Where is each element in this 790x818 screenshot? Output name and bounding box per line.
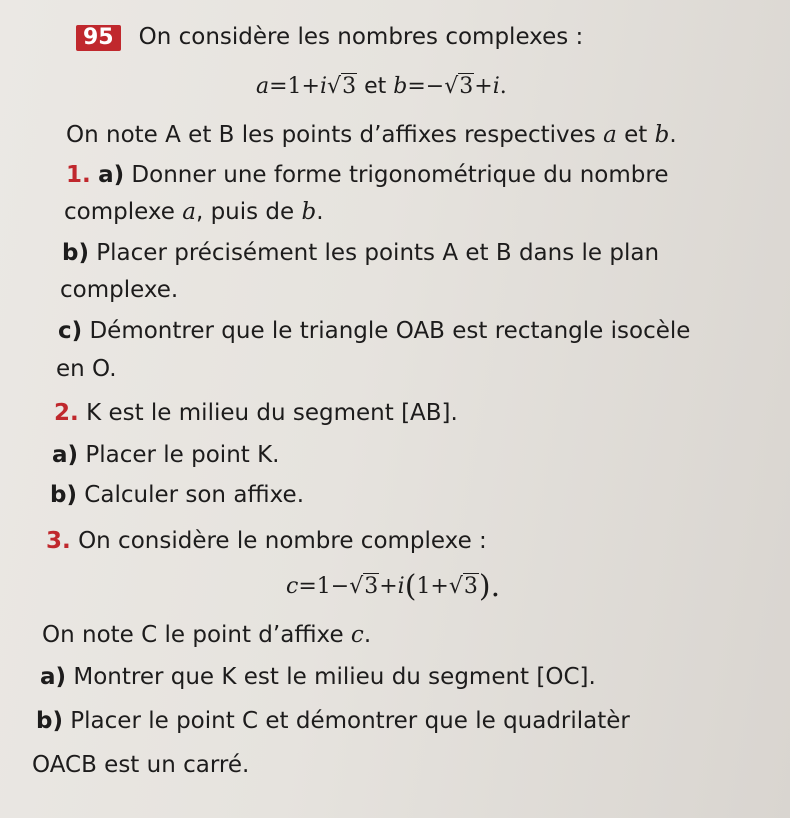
q1-b-line2 — [60, 275, 178, 305]
q3-b-text-2: OACB est un carré. — [32, 752, 250, 778]
note-c-var: c — [350, 622, 364, 648]
var-b: b — [393, 74, 408, 99]
formula-c-one: 1+ — [416, 574, 449, 599]
q3-a-line — [40, 662, 596, 692]
q3-text: On considère le nombre complexe : — [78, 528, 487, 554]
q3-b-line2 — [32, 750, 249, 780]
q1-b-text-2: complexe. — [60, 277, 179, 303]
note-c-text: On note C le point d’affixe — [42, 622, 351, 648]
q1-b-label: b) — [62, 240, 89, 266]
q1-c-text-2: en O. — [56, 356, 117, 382]
sqrt-3-c1: 3 — [364, 574, 379, 599]
formula-b-plus: + — [474, 74, 493, 99]
exercise-number-badge: 95 — [76, 25, 121, 51]
q1-a-line1 — [66, 160, 668, 190]
var-a: a — [256, 74, 270, 99]
q1-a-text-2-mid: , puis de — [195, 199, 302, 225]
imag-unit-c: i — [397, 574, 405, 599]
paren-close: ). — [478, 569, 501, 604]
formula-c-plus: + — [379, 574, 398, 599]
q2-b-label: b) — [50, 482, 77, 508]
intro-text: On considère les nombres complexes : — [138, 24, 584, 50]
q1-c-line2 — [56, 354, 117, 384]
imag-unit-b: i — [492, 74, 500, 99]
q3-b-label: b) — [36, 708, 63, 734]
note-ab-a: a — [603, 122, 617, 148]
exercise-header — [76, 22, 583, 52]
note-a-b — [66, 120, 677, 150]
q3-b-text-1: Placer le point C et démontrer que le quadrilatèr — [70, 708, 630, 734]
q1-a-text-2-b: b — [301, 199, 317, 225]
note-c — [42, 620, 371, 650]
note-ab-pre: On note A et B les points d’affixes respectives — [66, 122, 604, 148]
formula-c: c=1−√3+i(1+√3). — [286, 569, 501, 604]
q3-a-label: a) — [40, 664, 67, 690]
q1-b-text-1: Placer précisément les points A et B dans le plan — [96, 240, 660, 266]
q1-a-text-2-pre: complexe — [64, 199, 183, 225]
note-ab-end: . — [669, 122, 677, 148]
q2-line — [54, 398, 458, 428]
q1-a-text-1: Donner une forme trigonométrique du nombre — [131, 162, 669, 188]
q3-line — [46, 526, 487, 556]
q1-a-text-2-a: a — [182, 199, 196, 225]
sqrt-3-b: 3 — [459, 74, 474, 99]
q1-number: 1. — [66, 162, 91, 188]
q1-b-line1 — [62, 238, 659, 268]
q2-a-label: a) — [52, 442, 79, 468]
q2-a-text: Placer le point K. — [85, 442, 280, 468]
formula-a-b: a=1+i√3 et b=−√3+i. — [256, 74, 507, 99]
sqrt-3-a: 3 — [342, 74, 357, 99]
note-c-end: . — [363, 622, 372, 648]
note-ab-b: b — [654, 122, 670, 148]
formula-conj: et — [364, 74, 387, 99]
sqrt-3-c2: 3 — [463, 574, 478, 599]
q1-c-label: c) — [58, 318, 83, 344]
imag-unit: i — [320, 74, 328, 99]
formula-a-eq: =1+ — [269, 74, 320, 99]
q3-b-line1 — [36, 706, 630, 736]
q2-number: 2. — [54, 400, 79, 426]
paren-open: ( — [404, 569, 417, 604]
q1-a-label: a) — [98, 162, 125, 188]
q1-c-line1 — [58, 316, 690, 346]
note-ab-mid: et — [616, 122, 655, 148]
formula-b-end: . — [499, 74, 507, 99]
q2-text: K est le milieu du segment [AB]. — [86, 400, 458, 426]
formula-c-eq: =1− — [298, 574, 350, 599]
formula-b-eq: =− — [407, 74, 445, 99]
q1-a-line2 — [64, 197, 324, 227]
q3-a-text: Montrer que K est le milieu du segment [OC]. — [73, 664, 596, 690]
q3-number: 3. — [46, 528, 71, 554]
var-c: c — [286, 574, 299, 599]
q2-b-line — [50, 480, 304, 510]
q2-a-line — [52, 440, 280, 470]
q1-a-text-2-end: . — [316, 199, 324, 225]
q1-c-text-1: Démontrer que le triangle OAB est rectangle isocèle — [89, 318, 691, 344]
q2-b-text: Calculer son affixe. — [84, 482, 305, 508]
